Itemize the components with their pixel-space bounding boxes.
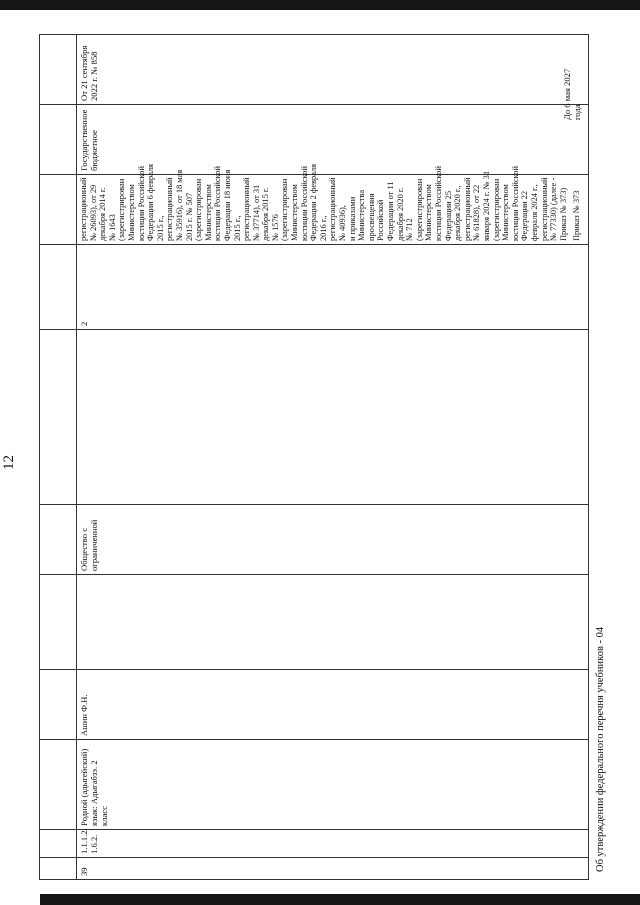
decision-cell (77, 35, 589, 105)
title-cell (77, 740, 589, 830)
legal-line: (зарегистрирован (280, 178, 290, 241)
legal-line: Приказ № 373) (558, 187, 568, 241)
legal-line: Федерации 6 февраля (146, 163, 156, 241)
legal-basis-cell (77, 163, 589, 245)
textbook-table (39, 34, 589, 880)
legal-line: декабря 2020 г. (395, 187, 405, 241)
legal-line: Министерством (424, 184, 434, 241)
order-reference: Приказ № 373 (572, 190, 582, 241)
legal-line: января 2024 г. № 31 (481, 170, 491, 241)
legal-line: 2015 г., (155, 215, 165, 241)
legal-line: Министерством (290, 184, 300, 241)
legal-line: Министерством (203, 184, 213, 241)
legal-line: № 1643 (107, 214, 117, 241)
cell-empty (40, 858, 77, 880)
page-number: 12 (1, 455, 17, 470)
cell-empty (40, 575, 77, 670)
cell-empty (40, 105, 77, 175)
legal-line: юстиции Российской (136, 166, 146, 241)
legal-basis-text (77, 163, 584, 244)
table-row (77, 35, 589, 880)
legal-line: и приказами (347, 196, 357, 241)
cell-empty (40, 330, 77, 505)
legal-line: декабря 2014 г. (98, 187, 108, 241)
valid-until: До 6 мая 2027 года (562, 68, 582, 120)
cell-empty (40, 175, 77, 245)
publisher-cell (77, 505, 589, 575)
legal-line: юстиции Российской (433, 166, 443, 241)
legal-line: Министерством (501, 184, 511, 241)
cell-empty (40, 505, 77, 575)
legal-line: Министерством (126, 184, 136, 241)
empty-cell (77, 330, 589, 505)
table-row-empty (40, 35, 77, 880)
row-number-cell (77, 858, 589, 880)
scan-edge-top (0, 0, 640, 10)
legal-line: 2015 г. № 507 (184, 192, 194, 241)
legal-line: регистрационный (539, 177, 549, 241)
cell-empty (40, 740, 77, 830)
legal-line: регистрационный (328, 177, 338, 241)
legal-line: юстиции Российской (510, 166, 520, 241)
legal-line: № 35916), от 18 мая (174, 169, 184, 241)
cell-empty (40, 670, 77, 740)
legal-line: Федерации 22 (520, 190, 530, 241)
legal-line: (зарегистрирован (117, 178, 127, 241)
legal-line: № 61828), от 22 (472, 184, 482, 241)
legal-line: (зарегистрирован (414, 178, 424, 241)
legal-line: № 26093), от 29 (88, 184, 98, 241)
legal-line: (зарегистрирован (194, 178, 204, 241)
legal-line: февраля 2024 г., (529, 184, 539, 241)
legal-line: Федерации от 11 (386, 181, 395, 241)
cell-empty (40, 35, 77, 105)
legal-line: декабря 2020 г., (453, 185, 463, 241)
legal-line: регистрационный (79, 177, 88, 241)
legal-line: регистрационный (242, 177, 252, 241)
code-cell (77, 830, 589, 858)
legal-line: Федерации 18 июня (222, 169, 232, 241)
textbook-title: Родной (адыгейский) язык: Адыгабзэ. 2 класс (79, 748, 109, 826)
footer-note: Об утверждении федерального перечня учебников - 04 (595, 626, 606, 872)
author-cell (77, 670, 589, 740)
legal-line: регистрационный (462, 177, 472, 241)
legal-line: декабря 2015 г. (261, 187, 271, 241)
textbook-code: 1.1.1.2. 1.6.2. (79, 828, 99, 854)
legal-line: Федерации 25 (443, 190, 453, 241)
publisher-name: Общество с ограниченной (79, 519, 99, 571)
row-number: 39 (79, 867, 89, 876)
textbook-author: Ашин Ф.Н. (79, 694, 89, 736)
grade-value: 2 (79, 321, 89, 326)
cell-empty (40, 245, 77, 330)
legal-line: № 77330) (далее - (549, 177, 559, 241)
legal-line: юстиции Российской (213, 166, 223, 241)
org-type: Государственное бюджетное (79, 109, 99, 171)
legal-line: юстиции Российской (299, 166, 309, 241)
legal-line: регистрационный (165, 177, 175, 241)
legal-line: просвещения (366, 193, 376, 241)
scan-edge-bottom (40, 894, 640, 905)
legal-line: № 712 (405, 218, 415, 241)
legal-line: Федерации 2 февраля (309, 163, 319, 241)
grade-cell (77, 245, 589, 330)
cell-empty (40, 830, 77, 858)
rotated-page (1, 45, 606, 880)
legal-line: 2015 г., (232, 215, 242, 241)
legal-line: № 1576 (270, 214, 280, 241)
legal-line: (зарегистрирован (491, 178, 501, 241)
empty-cell (77, 575, 589, 670)
legal-line: 2016 г., (318, 215, 328, 241)
legal-line: № 37714), от 31 (251, 184, 261, 241)
legal-line: Министерства (357, 189, 367, 241)
legal-line: Российской (376, 199, 386, 241)
decision-date: От 21 сентября 2022 г. № 858 (79, 45, 99, 101)
legal-line: № 40936), (338, 205, 348, 241)
